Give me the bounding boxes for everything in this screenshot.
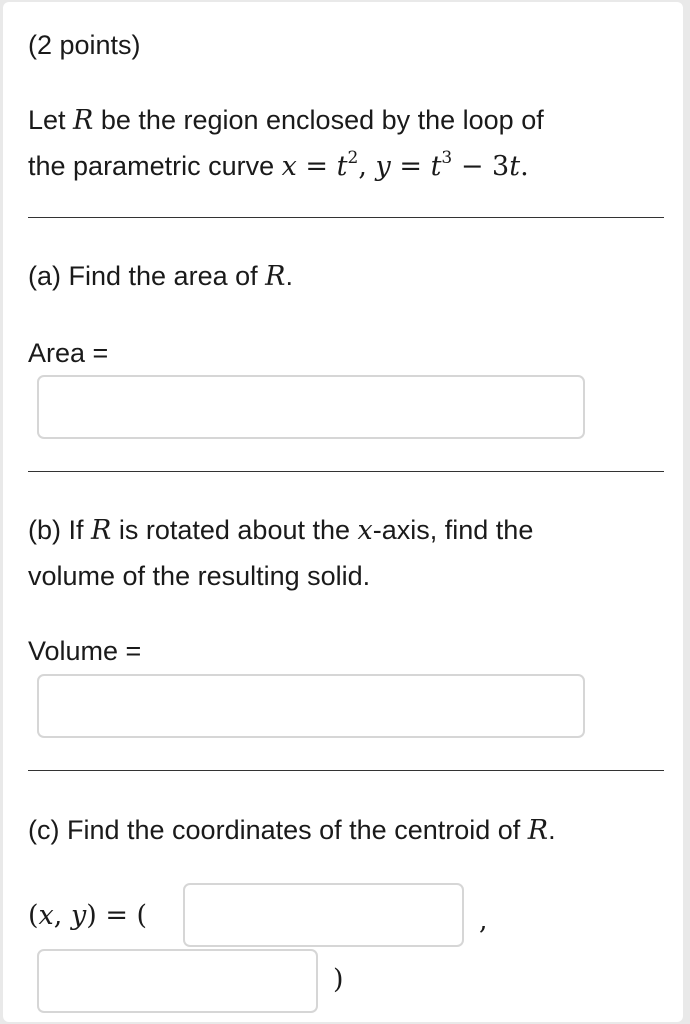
math-period: . xyxy=(520,151,529,182)
section-divider xyxy=(28,217,664,218)
intro-line-1 xyxy=(28,97,544,144)
part-b-line-1 xyxy=(28,507,533,554)
points-label: (2 points) xyxy=(28,30,141,60)
part-b-text: (b) If xyxy=(28,515,92,545)
math-comma: , xyxy=(358,151,376,182)
problem-card xyxy=(3,2,683,1022)
math-t: t xyxy=(336,151,348,182)
part-a-question xyxy=(28,253,293,300)
math-x: x xyxy=(357,515,373,546)
intro-text: the parametric curve xyxy=(28,151,282,181)
intro-text: be the region enclosed by the loop of xyxy=(93,105,544,135)
part-a-period: . xyxy=(285,261,293,291)
part-b-text: -axis, find the xyxy=(372,515,534,545)
math-y: y xyxy=(70,900,87,931)
volume-input[interactable] xyxy=(37,674,585,738)
math-close-paren: ) xyxy=(86,900,97,931)
area-label: Area = xyxy=(28,338,109,368)
part-a-text: (a) Find the area of xyxy=(28,261,266,291)
intro-line-2 xyxy=(28,143,529,190)
part-c-text: (c) Find the coordinates of the centroid of xyxy=(28,815,528,845)
part-b-line-2: volume of the resulting solid. xyxy=(28,561,371,591)
centroid-close-paren: ) xyxy=(333,964,344,995)
math-coefficient: 3 xyxy=(492,151,510,182)
region-symbol: R xyxy=(527,815,549,846)
centroid-label xyxy=(28,892,147,939)
region-symbol: R xyxy=(91,515,112,546)
math-x: x xyxy=(281,151,297,182)
math-comma: , xyxy=(53,900,71,931)
section-divider xyxy=(28,471,664,472)
centroid-separator: , xyxy=(479,905,488,936)
math-t: t xyxy=(509,151,521,182)
math-exponent: 3 xyxy=(441,148,453,168)
part-c-question xyxy=(28,807,556,854)
volume-label: Volume = xyxy=(28,636,142,666)
region-symbol: R xyxy=(73,105,94,136)
math-y: y xyxy=(375,151,391,182)
part-b-text: is rotated about the xyxy=(111,515,358,545)
region-symbol: R xyxy=(265,261,286,292)
section-divider xyxy=(28,770,664,771)
intro-text: Let xyxy=(28,105,74,135)
math-open-paren: ( xyxy=(28,900,39,931)
area-input[interactable] xyxy=(37,375,585,439)
centroid-y-input[interactable] xyxy=(37,949,318,1013)
math-x: x xyxy=(38,900,54,931)
math-equals: = xyxy=(390,151,431,182)
part-c-period: . xyxy=(548,815,556,845)
centroid-x-input[interactable] xyxy=(183,883,464,947)
math-exponent: 2 xyxy=(347,148,359,168)
math-equals-paren: = ( xyxy=(96,900,148,931)
math-minus: − xyxy=(452,151,493,182)
math-equals: = xyxy=(296,151,337,182)
math-t: t xyxy=(430,151,442,182)
